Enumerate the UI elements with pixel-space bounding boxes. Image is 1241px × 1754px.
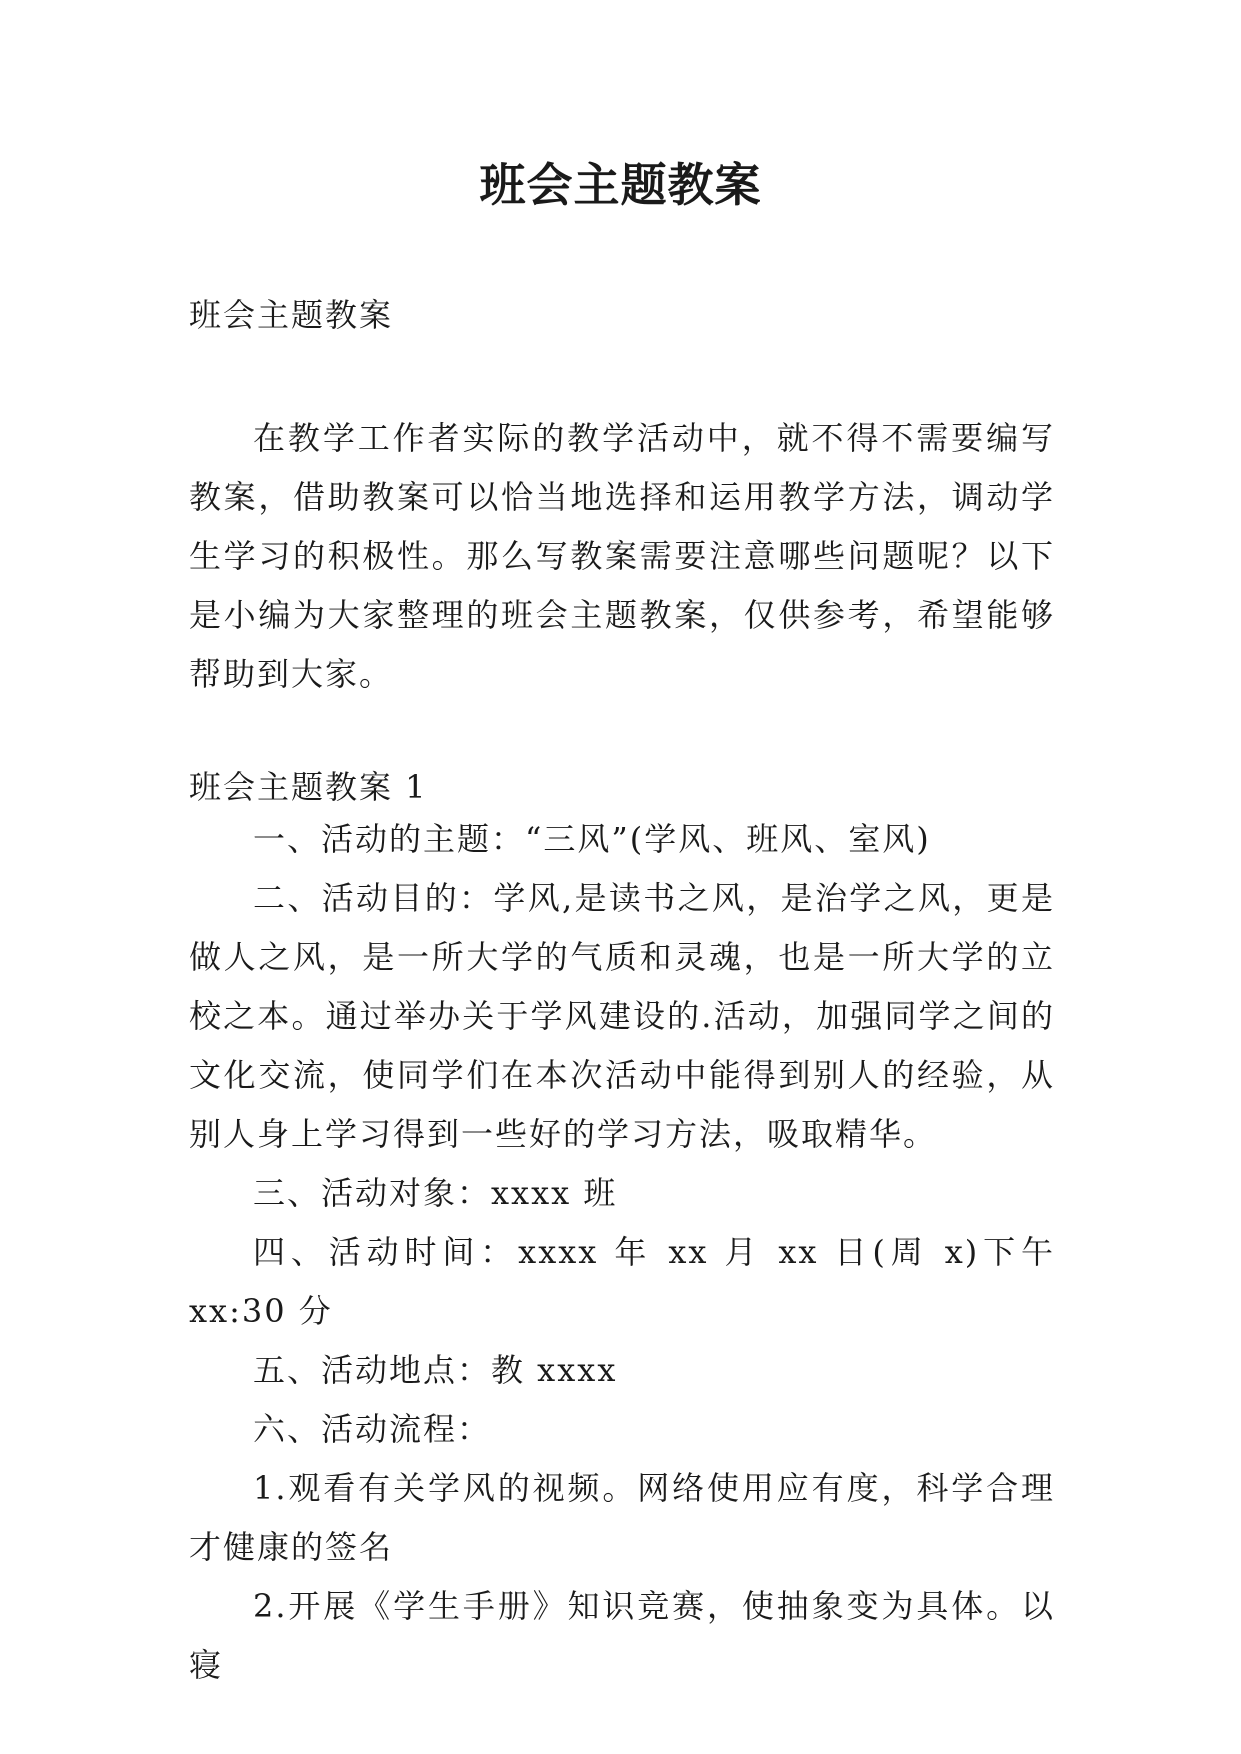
section-body <box>189 810 1055 1695</box>
activity-time: 四、活动时间：xxxx 年 xx 月 xx 日(周 x)下午 xx:30 分 <box>189 1233 1055 1330</box>
process-step: 2.开展《学生手册》知识竞赛，使抽象变为具体。以寝 <box>189 1587 1055 1684</box>
document-title: 班会主题教案 <box>479 158 762 212</box>
process-step: 1.观看有关学风的视频。网络使用应有度，科学合理才健康的签名 <box>189 1469 1055 1566</box>
section-heading: 班会主题教案 1 <box>189 768 428 806</box>
activity-theme: 一、活动的主题：“三风”(学风、班风、室风) <box>253 820 931 858</box>
activity-process-heading: 六、活动流程： <box>253 1410 492 1448</box>
document-subtitle: 班会主题教案 <box>189 296 394 334</box>
activity-location: 五、活动地点：教 xxxx <box>253 1351 618 1389</box>
activity-target: 三、活动对象：xxxx 班 <box>253 1174 618 1212</box>
intro-paragraph: 在教学工作者实际的教学活动中，就不得不需要编写教案，借助教案可以恰当地选择和运用教学方法，调动学生学习的积极性。那么写教案需要注意哪些问题呢？以下是小编为大家整理的班会主题教案，仅供参考，希望能够帮助到大家。 <box>189 419 1055 693</box>
activity-purpose: 二、活动目的：学风,是读书之风，是治学之风，更是做人之风，是一所大学的气质和灵魂，也是一所大学的立校之本。通过举办关于学风建设的.活动，加强同学之间的文化交流，使同学们在本次活动中能得到别人的经验，从别人身上学习得到一些好的学习方法，吸取精华。 <box>189 879 1055 1153</box>
